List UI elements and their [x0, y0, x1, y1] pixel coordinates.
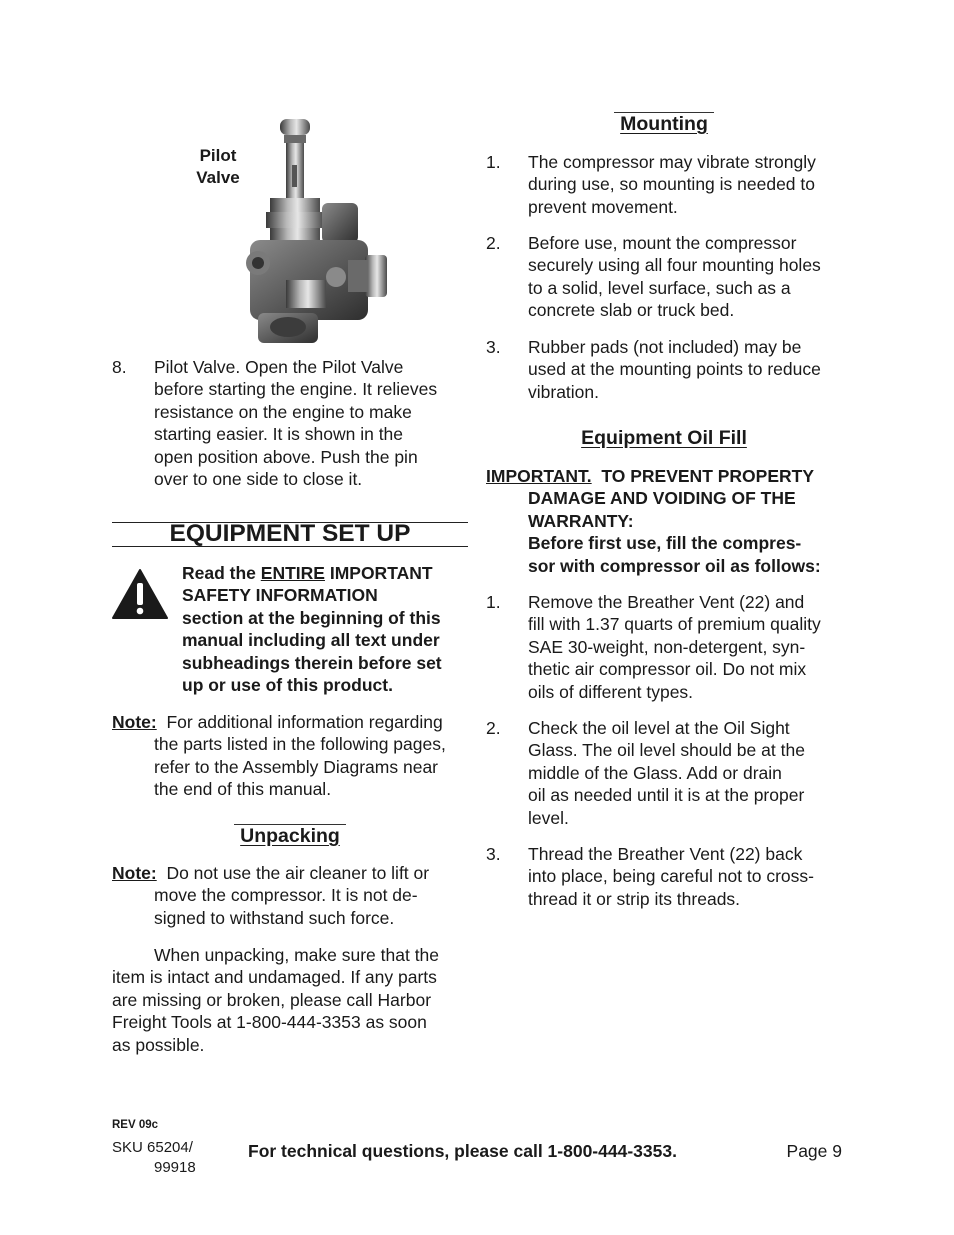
text-line: move the compressor. It is not de-	[154, 885, 418, 906]
note-first-line: Do not use the air cleaner to lift or	[166, 863, 430, 883]
warning-post: IMPORTANT	[324, 563, 433, 583]
step-text	[528, 591, 848, 703]
step-text	[528, 717, 848, 829]
note-air-cleaner	[112, 862, 472, 929]
text-line: item is intact and undamaged. If any parts	[112, 967, 437, 988]
text-line: Check the oil level at the Oil Sight	[528, 718, 790, 738]
mounting-title: Mounting	[620, 113, 708, 135]
warning-text	[182, 562, 472, 696]
step-number: 3.	[486, 337, 501, 357]
step-text	[154, 356, 474, 490]
text-line: concrete slab or truck bed.	[528, 300, 735, 321]
text-line: Remove the Breather Vent (22) and	[528, 592, 805, 612]
text-line: Before use, mount the compressor	[528, 233, 797, 253]
note-label: Note:	[112, 863, 157, 883]
text-line: the parts listed in the following pages,	[154, 734, 446, 755]
note-assembly	[112, 711, 472, 801]
warning-pre: Read the	[182, 563, 261, 583]
text-line: to a solid, level surface, such as a	[528, 277, 791, 298]
important-body	[486, 487, 846, 577]
note-label: Note:	[112, 712, 157, 732]
text-line	[112, 711, 472, 733]
text-line: middle of the Glass. Add or drain	[528, 762, 782, 783]
text-line: subheadings therein before set	[182, 652, 442, 673]
text-line: When unpacking, make sure that the	[154, 945, 440, 965]
text-line	[112, 862, 472, 884]
text-line: the end of this manual.	[154, 779, 332, 800]
step-number: 8.	[112, 357, 127, 377]
step-text	[528, 336, 848, 403]
text-line: are missing or broken, please call Harbor	[112, 989, 432, 1010]
text-line	[486, 465, 846, 487]
text-line: vibration.	[528, 381, 600, 402]
figure-label-line: Valve	[196, 168, 240, 187]
pilot-valve-illustration	[240, 115, 390, 345]
step-number: 1.	[486, 152, 501, 172]
text-line: manual including all text under	[182, 630, 440, 651]
text-line: section at the beginning of this	[182, 607, 441, 628]
text-line: during use, so mounting is needed to	[528, 174, 815, 195]
important-first-line: TO PREVENT PROPERTY	[591, 466, 815, 486]
step-text	[528, 232, 848, 322]
text-line	[182, 562, 472, 584]
section-title: EQUIPMENT SET UP	[169, 520, 411, 547]
text-line: Thread the Breather Vent (22) back	[528, 844, 803, 864]
section-rule-bottom	[112, 546, 468, 547]
text-line: up or use of this product.	[182, 675, 393, 696]
text-line: oils of different types.	[528, 681, 694, 702]
text-line: open position above. Push the pin	[154, 446, 418, 467]
text-line: over to one side to close it.	[154, 469, 363, 490]
oil-fill-title: Equipment Oil Fill	[581, 427, 747, 449]
text-line: fill with 1.37 quarts of premium quality	[528, 614, 821, 635]
text-line: DAMAGE AND VOIDING OF THE	[528, 488, 796, 509]
text-line: WARRANTY:	[528, 510, 634, 531]
text-line: The compressor may vibrate strongly	[528, 152, 816, 172]
text-line: thread it or strip its threads.	[528, 888, 741, 909]
sku-line: SKU 65204/	[112, 1139, 193, 1156]
text-line: securely using all four mounting holes	[528, 255, 821, 276]
text-line: used at the mounting points to reduce	[528, 359, 821, 380]
text-line: thetic air compressor oil. Do not mix	[528, 659, 807, 680]
text-line: Freight Tools at 1-800-444-3353 as soon	[112, 1012, 427, 1033]
text-line: into place, being careful not to cross-	[528, 866, 814, 887]
unpacking-title: Unpacking	[240, 825, 340, 847]
page-number: Page 9	[786, 1141, 842, 1161]
text-line: signed to withstand such force.	[154, 907, 395, 928]
text-line: Pilot Valve. Open the Pilot Valve	[154, 357, 404, 377]
text-line: prevent movement.	[528, 196, 678, 217]
text-line: resistance on the engine to make	[154, 401, 412, 422]
figure-label	[190, 145, 246, 189]
important-label: IMPORTANT.	[486, 466, 592, 486]
text-line: as possible.	[112, 1034, 205, 1055]
step-text	[528, 151, 848, 218]
text-line: SAE 30-weight, non-detergent, syn-	[528, 636, 806, 657]
unpacking-paragraph	[112, 944, 472, 1056]
text-line: Rubber pads (not included) may be	[528, 337, 802, 357]
step-number: 2.	[486, 233, 501, 253]
step-text	[528, 843, 848, 910]
text-line: starting easier. It is shown in the	[154, 424, 404, 445]
text-line: SAFETY INFORMATION	[182, 585, 378, 606]
text-line: Before first use, fill the compres-	[528, 533, 802, 554]
text-line: refer to the Assembly Diagrams near	[154, 756, 439, 777]
text-line: sor with compressor oil as follows:	[528, 555, 821, 576]
sku-label	[112, 1138, 196, 1178]
text-line: before starting the engine. It relieves	[154, 379, 438, 400]
text-line: oil as needed until it is at the proper	[528, 785, 805, 806]
text-line: Glass. The oil level should be at the	[528, 740, 805, 761]
warning-icon	[111, 568, 169, 620]
note-first-line: For additional information regarding	[166, 712, 443, 732]
note-body	[112, 884, 472, 929]
revision-label: REV 09c	[112, 1119, 159, 1131]
footer-technical-line: For technical questions, please call 1-800-444-3353.	[248, 1141, 677, 1161]
step-number: 1.	[486, 592, 501, 612]
note-body	[112, 733, 472, 800]
text-line: level.	[528, 807, 569, 828]
important-notice	[486, 465, 846, 577]
step-number: 2.	[486, 718, 501, 738]
warning-emphasis: ENTIRE	[260, 563, 325, 583]
sku-line: 99918	[154, 1159, 196, 1176]
step-number: 3.	[486, 844, 501, 864]
figure-label-line: Pilot	[199, 146, 237, 165]
